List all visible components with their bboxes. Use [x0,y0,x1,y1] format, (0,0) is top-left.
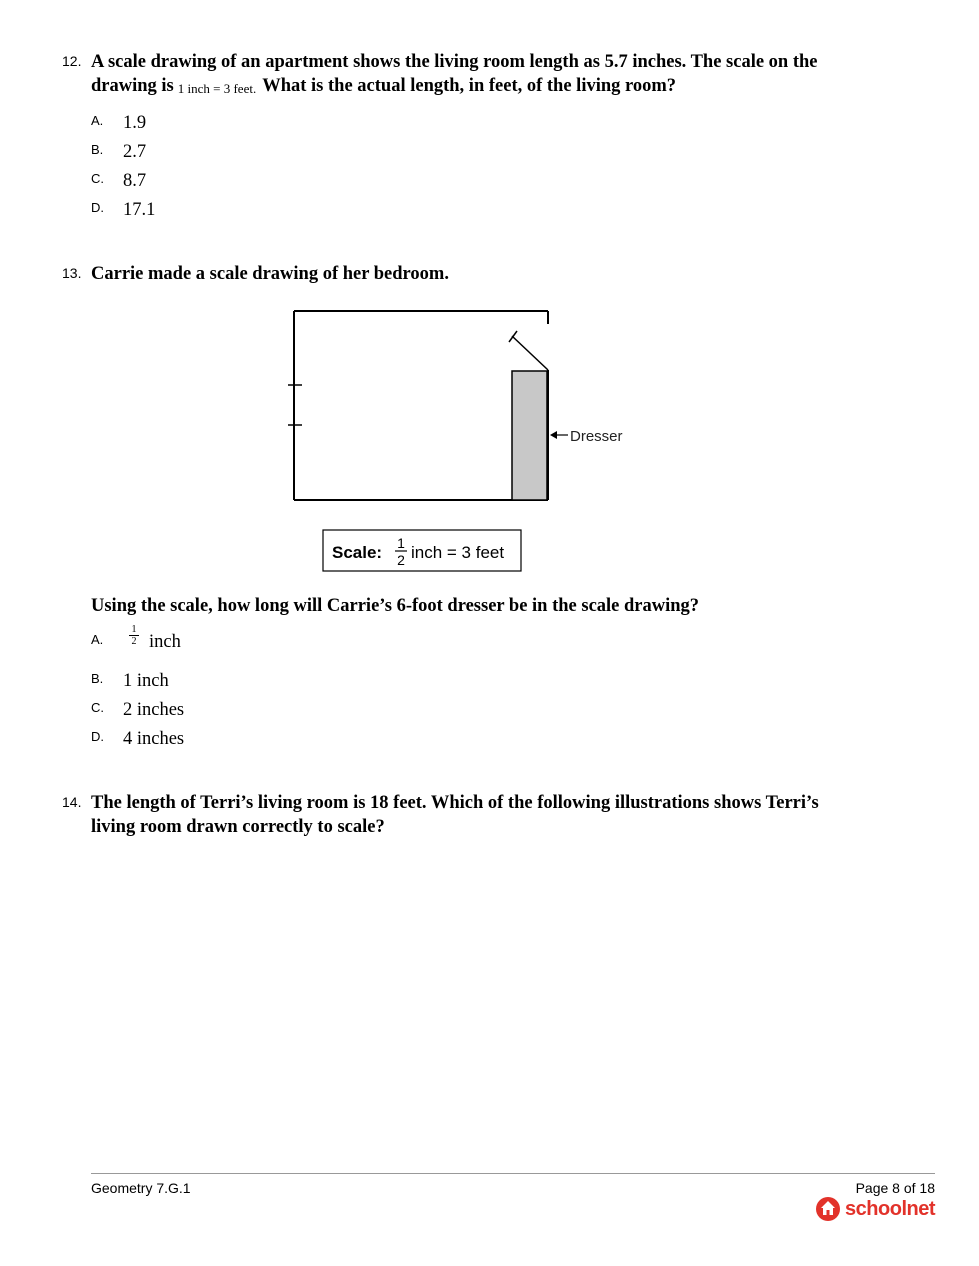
house-icon [815,1196,841,1222]
question-13-text: Carrie made a scale drawing of her bedroom. [91,264,449,284]
dresser-rect [512,371,547,500]
option-letter: C. [91,700,104,715]
question-12-number: 12. [62,53,82,69]
room-outline [294,311,548,500]
option-text: 8.7 [123,171,147,191]
option-letter: B. [91,671,104,686]
question-13-question: Using the scale, how long will Carrie’s 6-foot dresser be in the scale drawing? [91,596,700,616]
option-text: 2.7 [123,142,147,162]
bedroom-scale-drawing [280,300,640,580]
option-letter: C. [91,171,104,186]
option-letter: A. [91,632,104,647]
logo-text: schoolnet [845,1197,935,1220]
option-text: inch [149,632,181,652]
scale-rest: inch = 3 feet [411,543,505,562]
fraction-numerator: 1 [129,624,139,636]
option-text: 1.9 [123,113,147,133]
dresser-arrow [550,431,568,439]
question-13-number: 13. [62,265,82,281]
door-swing [509,331,548,370]
dresser-label: Dresser [570,428,623,445]
scale-fraction-denominator: 2 [397,552,405,568]
option-letter: D. [91,200,104,215]
option-letter: B. [91,142,104,157]
question-12-text [91,50,851,99]
question-14-text: The length of Terri’s living room is 18 feet. Which of the following illustrations shows Terri’s living room drawn correctly to scale? [91,793,819,837]
question-12-text-part2: What is the actual length, in feet, of the living room? [262,76,677,96]
question-12-scale: 1 inch = 3 feet. [177,81,257,96]
option-text: 2 inches [123,700,185,720]
option-fraction [129,624,139,647]
schoolnet-logo [815,1196,935,1222]
fraction-denominator: 2 [131,636,137,647]
scale-label: Scale: [332,543,383,562]
option-letter: A. [91,113,104,128]
footer-page-number: Page 8 of 18 [855,1180,935,1196]
scale-fraction-numerator: 1 [397,535,405,551]
option-text: 4 inches [123,729,185,749]
footer-course: Geometry 7.G.1 [91,1180,191,1196]
option-text: 1 inch [123,671,169,691]
footer-divider [91,1173,935,1174]
option-letter: D. [91,729,104,744]
option-text: 17.1 [123,200,156,220]
question-14-number: 14. [62,794,82,810]
question-12-text-part1: A scale drawing of an apartment shows the living room length as 5.7 inches. The scale on the drawing is [91,52,818,96]
